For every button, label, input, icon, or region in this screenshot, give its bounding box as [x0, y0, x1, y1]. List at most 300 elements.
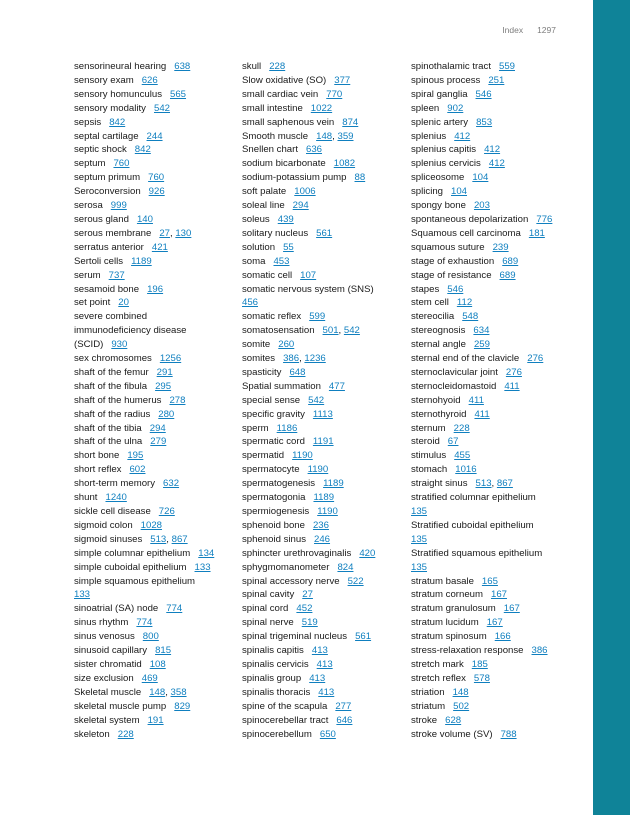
page-link[interactable]: 628	[445, 714, 462, 726]
page-link[interactable]: 926	[148, 186, 165, 198]
page-link[interactable]: 108	[149, 658, 166, 670]
index-entry-line	[74, 338, 234, 352]
page-link[interactable]: 413	[316, 658, 333, 670]
index-entry	[411, 366, 586, 380]
index-term: sternohyoid	[411, 394, 461, 406]
index-entry	[74, 296, 234, 310]
page-link[interactable]: 67	[447, 436, 459, 448]
index-entry-line	[74, 700, 234, 714]
page-link[interactable]: 27	[159, 227, 170, 239]
index-entry	[242, 422, 402, 436]
index-entry-line	[411, 616, 586, 630]
page-link[interactable]: 1236	[304, 353, 326, 365]
index-entry	[242, 449, 402, 463]
index-term: sensorineural hearing	[74, 61, 167, 72]
index-entry	[74, 143, 234, 157]
page-link[interactable]: 867	[496, 478, 513, 490]
index-term: stretch mark	[411, 658, 464, 670]
index-entry	[74, 616, 234, 630]
page-link[interactable]: 1113	[312, 408, 333, 420]
page-link[interactable]: 1191	[312, 436, 334, 448]
page-link[interactable]: 726	[158, 506, 175, 517]
index-entry	[242, 324, 402, 338]
index-entry-line	[411, 575, 586, 589]
index-term: Smooth muscle	[242, 130, 309, 142]
page-link[interactable]: 930	[111, 339, 128, 351]
index-entry-line	[74, 130, 234, 144]
page-link[interactable]: 413	[311, 645, 328, 657]
side-color-bar	[593, 0, 630, 815]
index-entry	[411, 616, 586, 630]
page-link[interactable]: 770	[326, 88, 343, 100]
page-link[interactable]: 134	[198, 547, 215, 559]
page-link[interactable]: 413	[318, 686, 335, 698]
page-link[interactable]: 411	[468, 394, 484, 406]
page-link[interactable]: 522	[347, 575, 364, 587]
index-entry-line	[242, 241, 402, 255]
page-link[interactable]: 377	[334, 74, 351, 86]
page-link[interactable]: 1016	[455, 464, 477, 476]
page-link[interactable]: 602	[129, 464, 146, 476]
index-term: spinalis cervicis	[242, 658, 309, 670]
page-link[interactable]: 829	[174, 700, 191, 712]
index-entry-line	[242, 561, 402, 575]
page-link[interactable]: 559	[498, 61, 515, 72]
page-link[interactable]: 455	[454, 450, 471, 462]
index-entry-line	[242, 602, 402, 616]
index-entry-line	[411, 102, 586, 116]
page-link[interactable]: 191	[147, 714, 164, 726]
index-entry-line	[411, 547, 586, 561]
index-entry	[74, 185, 234, 199]
page-link[interactable]: 228	[269, 61, 286, 72]
index-entry-line	[74, 477, 234, 491]
page-link[interactable]: 800	[142, 631, 159, 643]
index-entry-line	[242, 269, 402, 283]
page-link[interactable]: 542	[343, 325, 360, 337]
index-entry-line	[242, 630, 402, 644]
index-entry	[74, 116, 234, 130]
index-entry	[242, 394, 402, 408]
page-link[interactable]: 412	[488, 158, 505, 170]
page-link[interactable]: 1189	[313, 492, 335, 504]
index-term: stage of resistance	[411, 269, 492, 281]
index-term: Spatial summation	[242, 380, 321, 392]
page-link[interactable]: 276	[505, 366, 522, 378]
page-link[interactable]: 1186	[276, 422, 298, 434]
index-entry-line	[74, 366, 234, 380]
page-link[interactable]: 902	[447, 102, 464, 114]
index-term: stratum granulosum	[411, 603, 496, 615]
page-link[interactable]: 634	[473, 325, 490, 337]
index-term: simple columnar epithelium	[74, 547, 191, 559]
page-link[interactable]: 260	[278, 339, 295, 351]
page-link[interactable]: 648	[289, 366, 306, 378]
page-link[interactable]: 1189	[131, 255, 152, 267]
index-entry-line	[242, 60, 402, 74]
page-link[interactable]: 27	[302, 589, 313, 601]
index-entry	[411, 171, 586, 185]
page-link[interactable]: 689	[499, 269, 516, 281]
page-link[interactable]: 542	[308, 394, 325, 406]
index-entry	[411, 463, 586, 477]
page-link[interactable]: 167	[486, 617, 503, 629]
index-entry-line	[411, 213, 586, 227]
index-term: simple cuboidal epithelium	[74, 561, 187, 573]
page-link[interactable]: 165	[481, 575, 498, 587]
page-link[interactable]: 853	[476, 116, 493, 128]
index-entry-line	[74, 561, 234, 575]
page-link[interactable]: 185	[471, 658, 488, 670]
index-term: stem cell	[411, 297, 449, 309]
page-link[interactable]: 280	[158, 408, 175, 420]
index-entry-line	[242, 199, 402, 213]
index-entry-line	[411, 533, 586, 547]
index-entry-line	[242, 88, 402, 102]
page-link[interactable]: 1190	[317, 506, 338, 517]
page-link[interactable]: 513	[475, 478, 492, 490]
page-link[interactable]: 112	[456, 297, 473, 309]
page-link[interactable]: 842	[109, 116, 126, 128]
page-link[interactable]: 1028	[140, 519, 163, 531]
page-link[interactable]: 874	[342, 116, 359, 128]
page-link[interactable]: 453	[273, 255, 290, 267]
page-link[interactable]: 239	[492, 241, 509, 253]
index-term: sphenoid bone	[242, 519, 305, 531]
index-entry-line	[74, 435, 234, 449]
index-term: sphincter urethrovaginalis	[242, 547, 352, 559]
page-link[interactable]: 1022	[310, 102, 333, 114]
page-link[interactable]: 737	[108, 269, 125, 281]
index-column-2	[242, 60, 402, 741]
page-link[interactable]: 815	[155, 645, 172, 657]
index-entry	[242, 366, 402, 380]
page-link[interactable]: 626	[141, 74, 158, 86]
index-entry-line	[242, 394, 402, 408]
page-link[interactable]: 294	[149, 422, 166, 434]
page-link[interactable]: 133	[194, 561, 211, 573]
page-link[interactable]: 277	[335, 700, 352, 712]
page-link[interactable]: 411	[504, 380, 520, 392]
index-column-1	[74, 60, 234, 741]
index-term: sodium bicarbonate	[242, 158, 326, 170]
page-link[interactable]: 867	[171, 533, 188, 545]
index-entry-line	[74, 324, 234, 338]
page-link[interactable]: 774	[136, 617, 153, 629]
page-link[interactable]: 513	[150, 533, 167, 545]
index-term: shaft of the radius	[74, 408, 151, 420]
page-link[interactable]: 542	[153, 102, 170, 114]
page-separator: ,	[338, 325, 344, 337]
page-link[interactable]: 636	[306, 144, 323, 156]
index-entry	[411, 435, 586, 449]
page-link[interactable]: 1190	[307, 464, 329, 476]
page-link[interactable]: 181	[528, 227, 545, 239]
index-entry-line	[242, 296, 402, 310]
page-link[interactable]: 411	[474, 408, 490, 420]
index-entry-line	[242, 157, 402, 171]
index-term: sternal angle	[411, 339, 466, 351]
page-link[interactable]: 502	[453, 700, 470, 712]
page-link[interactable]: 776	[536, 213, 553, 225]
page-link[interactable]: 412	[484, 144, 501, 156]
page-link[interactable]: 999	[110, 200, 127, 212]
page-link[interactable]: 842	[134, 144, 151, 156]
index-term: spermatogenesis	[242, 478, 316, 490]
index-entry-line	[74, 296, 234, 310]
page-link[interactable]: 452	[296, 603, 313, 615]
index-entry-line	[242, 408, 402, 422]
index-entry	[74, 408, 234, 422]
page-link[interactable]: 291	[156, 366, 173, 378]
page-link[interactable]: 519	[301, 617, 318, 629]
index-entry-line	[74, 213, 234, 227]
page-link[interactable]: 203	[473, 200, 490, 212]
index-entry	[74, 505, 234, 519]
page-link[interactable]: 104	[472, 172, 489, 184]
index-entry-line	[74, 491, 234, 505]
index-entry-line	[411, 171, 586, 185]
index-entry	[74, 435, 234, 449]
page-link[interactable]: 148	[149, 686, 166, 698]
page-link[interactable]: 774	[166, 603, 183, 615]
index-term: splenius cervicis	[411, 158, 481, 170]
header-section: Index	[502, 25, 524, 35]
page-link[interactable]: 276	[527, 353, 544, 365]
index-term: somatic reflex	[242, 311, 302, 323]
index-entry	[74, 394, 234, 408]
page-link[interactable]: 548	[462, 311, 479, 323]
page-link[interactable]: 1256	[159, 353, 182, 365]
page-link[interactable]: 167	[490, 589, 507, 601]
page-link[interactable]: 632	[163, 478, 180, 490]
index-entry	[242, 171, 402, 185]
index-term: sigmoid sinuses	[74, 533, 143, 545]
running-header	[0, 25, 556, 35]
index-entry	[74, 630, 234, 644]
page-link[interactable]: 456	[242, 297, 259, 309]
index-term: stereognosis	[411, 325, 466, 337]
index-term: soleal line	[242, 200, 285, 212]
page-link[interactable]: 279	[150, 436, 167, 448]
page-link[interactable]: 246	[314, 533, 331, 545]
index-term: shaft of the humerus	[74, 394, 162, 406]
page-link[interactable]: 278	[169, 394, 186, 406]
page-link[interactable]: 358	[170, 686, 187, 698]
page-link[interactable]: 135	[411, 506, 428, 517]
index-entry-line	[242, 463, 402, 477]
page-link[interactable]: 760	[148, 172, 165, 184]
index-term: shaft of the tibia	[74, 422, 142, 434]
page-link[interactable]: 1006	[294, 186, 316, 198]
index-term: spinal trigeminal nucleus	[242, 631, 348, 643]
index-entry	[242, 505, 402, 519]
page-link[interactable]: 599	[309, 311, 326, 323]
index-entry	[242, 102, 402, 116]
page-link[interactable]: 469	[141, 672, 158, 684]
page-link[interactable]: 359	[337, 130, 354, 142]
page-link[interactable]: 439	[277, 213, 294, 225]
index-term: spinalis thoracis	[242, 686, 311, 698]
index-term: sternocleidomastoid	[411, 380, 497, 392]
page-link[interactable]: 295	[155, 380, 172, 392]
index-entry-line	[411, 255, 586, 269]
index-entry-line	[242, 171, 402, 185]
page-link[interactable]: 148	[452, 686, 469, 698]
page-link[interactable]: 133	[74, 589, 91, 601]
index-entry-line	[411, 408, 586, 422]
page-link[interactable]: 166	[494, 631, 511, 643]
index-term: stretch reflex	[411, 672, 466, 684]
index-entry	[74, 157, 234, 171]
index-entry-line	[411, 728, 586, 742]
index-entry	[411, 116, 586, 130]
index-term: sinoatrial (SA) node	[74, 603, 159, 615]
page-link[interactable]: 259	[473, 339, 490, 351]
page-link[interactable]: 195	[127, 450, 144, 462]
index-entry	[242, 283, 402, 311]
page-link[interactable]: 413	[309, 672, 326, 684]
index-entry-line	[411, 672, 586, 686]
index-entry	[411, 394, 586, 408]
index-entry	[242, 658, 402, 672]
page-link[interactable]: 167	[503, 603, 520, 615]
index-term: sphenoid sinus	[242, 533, 307, 545]
index-term: sex chromosomes	[74, 353, 152, 365]
page-link[interactable]: 251	[488, 74, 505, 86]
index-entry	[411, 199, 586, 213]
page-link[interactable]: 421	[151, 241, 168, 253]
page-link[interactable]: 1190	[292, 450, 313, 462]
index-term: splenic artery	[411, 116, 469, 128]
index-term: Squamous cell carcinoma	[411, 227, 521, 239]
index-term: serous gland	[74, 213, 129, 225]
page-link[interactable]: 244	[146, 130, 163, 142]
page-link[interactable]: 196	[147, 283, 164, 295]
index-term: spinothalamic tract	[411, 61, 491, 72]
index-entry-line	[74, 672, 234, 686]
index-entry	[74, 686, 234, 700]
index-entry	[411, 227, 586, 241]
index-entry-line	[411, 74, 586, 88]
index-entry	[411, 185, 586, 199]
page-link[interactable]: 546	[447, 283, 464, 295]
page-link[interactable]: 148	[316, 130, 333, 142]
page-link[interactable]: 412	[454, 130, 471, 142]
index-entry-line	[74, 630, 234, 644]
index-entry-line	[411, 588, 586, 602]
index-entry	[74, 422, 234, 436]
page-link[interactable]: 689	[502, 255, 519, 267]
page-link[interactable]: 386	[531, 645, 548, 657]
index-term: sternoclavicular joint	[411, 366, 498, 378]
index-entry-line	[242, 185, 402, 199]
page-link[interactable]: 578	[473, 672, 490, 684]
index-term: Snellen chart	[242, 144, 298, 156]
page-link[interactable]: 88	[354, 172, 366, 184]
index-entry-line	[242, 533, 402, 547]
page-link[interactable]: 788	[500, 728, 517, 740]
index-entry	[411, 672, 586, 686]
page-link[interactable]: 477	[328, 380, 345, 392]
page-link[interactable]: 55	[283, 241, 294, 253]
page-link[interactable]: 386	[283, 353, 300, 365]
index-term: specific gravity	[242, 408, 305, 420]
index-entry-line	[411, 185, 586, 199]
index-term: shaft of the femur	[74, 366, 149, 378]
page-link[interactable]: 1082	[333, 158, 356, 170]
page-link[interactable]: 294	[292, 200, 309, 212]
page-link[interactable]: 420	[359, 547, 376, 559]
page-link[interactable]: 228	[453, 422, 470, 434]
page-link[interactable]: 501	[322, 325, 339, 337]
page-link[interactable]: 20	[118, 297, 129, 309]
index-term: sphygmomanometer	[242, 561, 330, 573]
page-link[interactable]: 104	[451, 186, 468, 198]
index-entry	[411, 658, 586, 672]
index-term: stroke volume (SV)	[411, 728, 493, 740]
index-entry	[411, 324, 586, 338]
index-term: sepsis	[74, 116, 102, 128]
index-entry	[242, 408, 402, 422]
page-link[interactable]: 646	[336, 714, 353, 726]
index-entry-line	[74, 269, 234, 283]
page-link[interactable]: 135	[411, 561, 428, 573]
page-link[interactable]: 1189	[323, 478, 344, 490]
index-entry-line	[242, 116, 402, 130]
index-term: stratum corneum	[411, 589, 483, 601]
page-link[interactable]: 228	[117, 728, 134, 740]
page-link[interactable]: 561	[316, 227, 333, 239]
page-link[interactable]: 135	[411, 533, 428, 545]
index-entry	[411, 74, 586, 88]
index-term: spliceosome	[411, 172, 465, 184]
index-entry-line	[411, 380, 586, 394]
index-term: somite	[242, 339, 271, 351]
index-entry-line	[411, 630, 586, 644]
header-page-number: 1297	[537, 25, 556, 35]
index-entry	[411, 477, 586, 491]
index-term: spleen	[411, 102, 440, 114]
page-link[interactable]: 140	[136, 213, 153, 225]
index-entry-line	[74, 588, 234, 602]
page-link[interactable]: 824	[337, 561, 354, 573]
index-entry-line	[242, 575, 402, 589]
page-link[interactable]: 546	[475, 88, 492, 100]
index-entry-line	[242, 366, 402, 380]
page-link[interactable]: 565	[170, 88, 187, 100]
index-term: spermiogenesis	[242, 506, 310, 517]
page-link[interactable]: 236	[312, 519, 329, 531]
page-link[interactable]: 130	[175, 227, 192, 239]
index-entry	[411, 213, 586, 227]
index-entry-line	[411, 422, 586, 436]
index-term: shaft of the ulna	[74, 436, 143, 448]
index-entry	[74, 547, 234, 561]
page-link[interactable]: 638	[174, 61, 191, 72]
index-term: steroid	[411, 436, 440, 448]
index-term: skeleton	[74, 728, 110, 740]
index-term: spermatocyte	[242, 464, 300, 476]
index-entry	[74, 241, 234, 255]
index-entry	[74, 700, 234, 714]
page-link[interactable]: 107	[300, 269, 317, 281]
page-link[interactable]: 760	[113, 158, 130, 170]
page-link[interactable]: 650	[319, 728, 336, 740]
index-term: sperm	[242, 422, 269, 434]
page-link[interactable]: 1240	[105, 492, 127, 504]
page-link[interactable]: 561	[355, 631, 372, 643]
